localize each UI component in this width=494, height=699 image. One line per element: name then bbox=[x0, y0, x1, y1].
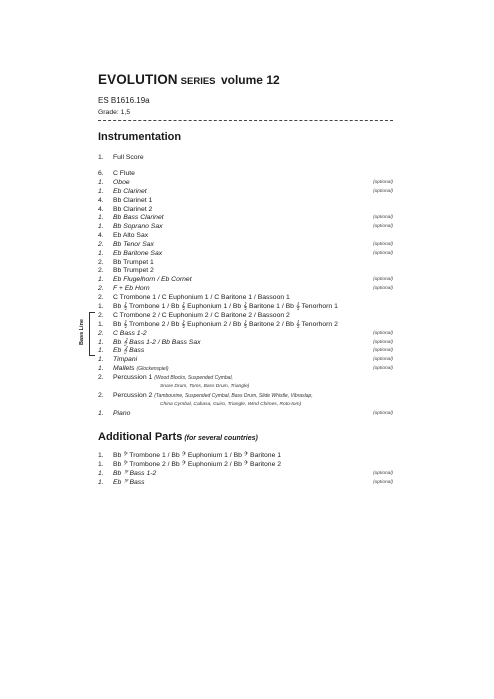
additional-parts-heading bbox=[98, 431, 258, 443]
instrument-row bbox=[98, 311, 393, 320]
part-count: 1. bbox=[98, 223, 104, 230]
instrument-row bbox=[98, 240, 393, 249]
instrument-row bbox=[98, 409, 393, 418]
instrument-row bbox=[98, 196, 393, 205]
instrument-label: Bb Clarinet 2 bbox=[113, 206, 153, 213]
instrument-name bbox=[113, 169, 135, 178]
instrument-label: Eb 𝄞 Bass bbox=[113, 347, 145, 354]
part-count: 2. bbox=[98, 294, 104, 301]
grade-label: Grade: 1,5 bbox=[98, 109, 131, 116]
separator-rule bbox=[98, 120, 393, 121]
instrument-row bbox=[98, 469, 393, 478]
instrument-label: Piano bbox=[113, 410, 131, 417]
instrument-row bbox=[98, 178, 393, 187]
instrument-name bbox=[113, 311, 290, 320]
instrument-label: Oboe bbox=[113, 179, 130, 186]
optional-tag: (optional) bbox=[373, 180, 393, 185]
instrument-row bbox=[98, 320, 393, 329]
instrument-row bbox=[98, 249, 393, 258]
instrument-row bbox=[98, 451, 393, 460]
part-count: 1. bbox=[98, 410, 104, 417]
optional-tag: (optional) bbox=[373, 480, 393, 485]
series-name: EVOLUTION bbox=[98, 72, 178, 87]
instrument-row bbox=[98, 153, 393, 162]
part-count: 2. bbox=[98, 374, 104, 381]
instrument-label: Bb Soprano Sax bbox=[113, 223, 163, 230]
instrument-label: Bb 𝄞 Trombone 2 / Bb 𝄞 Euphonium 2 / Bb 𝄞 Baritone 2 / Bb 𝄞 Tenorhorn 2 bbox=[113, 321, 338, 328]
part-count: 1. bbox=[98, 188, 104, 195]
instrument-row bbox=[98, 222, 393, 231]
instrument-row bbox=[98, 284, 393, 293]
catalog-code: ES B1616.19a bbox=[98, 96, 150, 105]
instrument-row bbox=[98, 213, 393, 222]
part-count: 1. bbox=[98, 347, 104, 354]
instrument-row bbox=[98, 275, 393, 284]
instrument-name bbox=[113, 451, 281, 460]
optional-tag: (optional) bbox=[373, 215, 393, 220]
instrument-label: C Bass 1-2 bbox=[113, 330, 147, 337]
optional-tag: (optional) bbox=[373, 348, 393, 353]
instrument-row bbox=[98, 364, 393, 373]
instrument-name bbox=[113, 240, 154, 249]
instrument-label: Bb 𝄢 Trombone 2 / Bb 𝄢 Euphonium 2 / Bb 𝄢 Baritone 2 bbox=[113, 461, 282, 468]
instrument-name bbox=[113, 222, 163, 231]
optional-tag: (optional) bbox=[373, 224, 393, 229]
instrument-row bbox=[98, 187, 393, 196]
instrument-row bbox=[98, 391, 393, 400]
instrument-name bbox=[113, 329, 147, 338]
instrument-name bbox=[113, 213, 164, 222]
instrument-label: Eb Alto Sax bbox=[113, 232, 149, 239]
instrument-note: (Tambourine, Suspended Cymbal, Bass Drum, Slide Whistle, Vibraslap, bbox=[154, 393, 313, 399]
optional-tag: (optional) bbox=[373, 471, 393, 476]
instrument-label: Mallets bbox=[113, 365, 135, 372]
volume-label: volume 12 bbox=[220, 73, 280, 87]
percussion-note-continued: China Cymbal, Cabasa, Guiro, Triangle, Wind Chimes, Roto-tom) bbox=[160, 402, 302, 407]
instrument-name bbox=[113, 187, 147, 196]
instrument-name bbox=[113, 231, 148, 240]
optional-tag: (optional) bbox=[373, 411, 393, 416]
instrument-name bbox=[113, 275, 192, 284]
instrumentation-heading: Instrumentation bbox=[98, 131, 182, 143]
instrument-label: Percussion 1 bbox=[113, 374, 153, 381]
part-count: 2. bbox=[98, 330, 104, 337]
instrument-label: C Trombone 1 / C Euphonium 1 / C Baritone 1 / Bassoon 1 bbox=[113, 294, 290, 301]
additional-parts-subtitle: (for several countries) bbox=[184, 435, 258, 442]
series-title bbox=[98, 71, 280, 89]
instrument-label: Bb Tenor Sax bbox=[113, 241, 154, 248]
instrument-name bbox=[113, 293, 290, 302]
instrument-name bbox=[113, 153, 144, 162]
instrument-name bbox=[113, 178, 130, 187]
part-count: 1. bbox=[98, 250, 104, 257]
part-count: 1. bbox=[98, 461, 104, 468]
instrument-name bbox=[113, 391, 313, 401]
instrument-label: Bb Trumpet 1 bbox=[113, 259, 154, 266]
part-count: 2. bbox=[98, 392, 104, 399]
bass-line-bracket bbox=[89, 312, 95, 356]
instrument-row bbox=[98, 302, 393, 311]
part-count: 1. bbox=[98, 303, 104, 310]
part-count: 1. bbox=[98, 339, 104, 346]
instrument-row bbox=[98, 293, 393, 302]
part-count: 4. bbox=[98, 232, 104, 239]
additional-parts-title: Additional Parts bbox=[98, 431, 183, 443]
optional-tag: (optional) bbox=[373, 251, 393, 256]
part-count: 1. bbox=[98, 321, 104, 328]
optional-tag: (optional) bbox=[373, 277, 393, 282]
instrument-name bbox=[113, 266, 154, 275]
instrument-label: Eb Clarinet bbox=[113, 188, 147, 195]
part-count: 1. bbox=[98, 365, 104, 372]
part-count: 2. bbox=[98, 312, 104, 319]
optional-tag: (optional) bbox=[373, 189, 393, 194]
instrument-row bbox=[98, 329, 393, 338]
instrument-label: Eb Flugelhorn / Eb Cornet bbox=[113, 276, 192, 283]
instrument-label: Bb 𝄞 Bass 1-2 / Bb Bass Sax bbox=[113, 339, 201, 346]
part-count: 2. bbox=[98, 267, 104, 274]
optional-tag: (optional) bbox=[373, 242, 393, 247]
instrument-name bbox=[113, 302, 338, 311]
part-count: 2. bbox=[98, 241, 104, 248]
optional-tag: (optional) bbox=[373, 286, 393, 291]
part-count: 4. bbox=[98, 197, 104, 204]
instrument-row bbox=[98, 355, 393, 364]
instrument-label: Eb Baritone Sax bbox=[113, 250, 163, 257]
optional-tag: (optional) bbox=[373, 331, 393, 336]
instrument-name bbox=[113, 284, 150, 293]
part-count: 1. bbox=[98, 154, 104, 161]
instrument-name bbox=[113, 355, 137, 364]
instrument-label: Percussion 2 bbox=[113, 392, 153, 399]
instrument-label: Bb 𝄞 Trombone 1 / Bb 𝄞 Euphonium 1 / Bb 𝄞 Baritone 1 / Bb 𝄞 Tenorhorn 1 bbox=[113, 303, 338, 310]
optional-tag: (optional) bbox=[373, 340, 393, 345]
instrument-label: F + Eb Horn bbox=[113, 285, 150, 292]
instrument-row bbox=[98, 460, 393, 469]
instrument-row bbox=[98, 169, 393, 178]
instrument-label: Bb Clarinet 1 bbox=[113, 197, 153, 204]
part-count: 1. bbox=[98, 276, 104, 283]
part-count: 1. bbox=[98, 479, 104, 486]
instrument-label: C Flute bbox=[113, 170, 135, 177]
instrument-name bbox=[113, 373, 233, 383]
part-count: 4. bbox=[98, 206, 104, 213]
instrument-name bbox=[113, 249, 162, 258]
instrument-row bbox=[98, 346, 393, 355]
instrument-name bbox=[113, 478, 145, 487]
instrument-label: Bb Trumpet 2 bbox=[113, 267, 154, 274]
part-count: 1. bbox=[98, 214, 104, 221]
instrument-label: Full Score bbox=[113, 154, 144, 161]
series-label: SERIES bbox=[180, 76, 216, 87]
percussion-note-continued: Snare Drum, Toms, Bass Drum, Triangle) bbox=[160, 384, 250, 389]
part-count: 1. bbox=[98, 452, 104, 459]
instrument-name bbox=[113, 409, 130, 418]
part-count: 6. bbox=[98, 170, 104, 177]
instrument-label: Bb Bass Clarinet bbox=[113, 214, 164, 221]
part-count: 2. bbox=[98, 285, 104, 292]
part-count: 1. bbox=[98, 356, 104, 363]
instrument-row bbox=[98, 231, 393, 240]
instrument-label: C Trombone 2 / C Euphonium 2 / C Baritone 2 / Bassoon 2 bbox=[113, 312, 290, 319]
part-count: 2. bbox=[98, 259, 104, 266]
instrument-label: Eb 𝄢 Bass bbox=[113, 479, 145, 486]
instrument-name bbox=[113, 196, 152, 205]
instrument-name bbox=[113, 346, 144, 355]
instrument-row bbox=[98, 478, 393, 487]
instrument-name bbox=[113, 460, 281, 469]
instrument-name bbox=[113, 469, 156, 478]
optional-tag: (optional) bbox=[373, 357, 393, 362]
instrument-label: Bb 𝄢 Trombone 1 / Bb 𝄢 Euphonium 1 / Bb 𝄢 Baritone 1 bbox=[113, 452, 282, 459]
optional-tag: (optional) bbox=[373, 366, 393, 371]
instrument-label: Timpani bbox=[113, 356, 138, 363]
instrument-row bbox=[98, 373, 393, 382]
instrument-label: Bb 𝄢 Bass 1-2 bbox=[113, 470, 157, 477]
part-count: 1. bbox=[98, 179, 104, 186]
instrument-note: (Glockenspiel) bbox=[136, 366, 169, 372]
bass-line-label: Bass Line bbox=[79, 319, 85, 345]
instrument-note: (Wood Blocks, Suspended Cymbal, bbox=[154, 375, 233, 381]
instrument-row bbox=[98, 266, 393, 275]
part-count: 1. bbox=[98, 470, 104, 477]
instrument-name bbox=[113, 320, 338, 329]
